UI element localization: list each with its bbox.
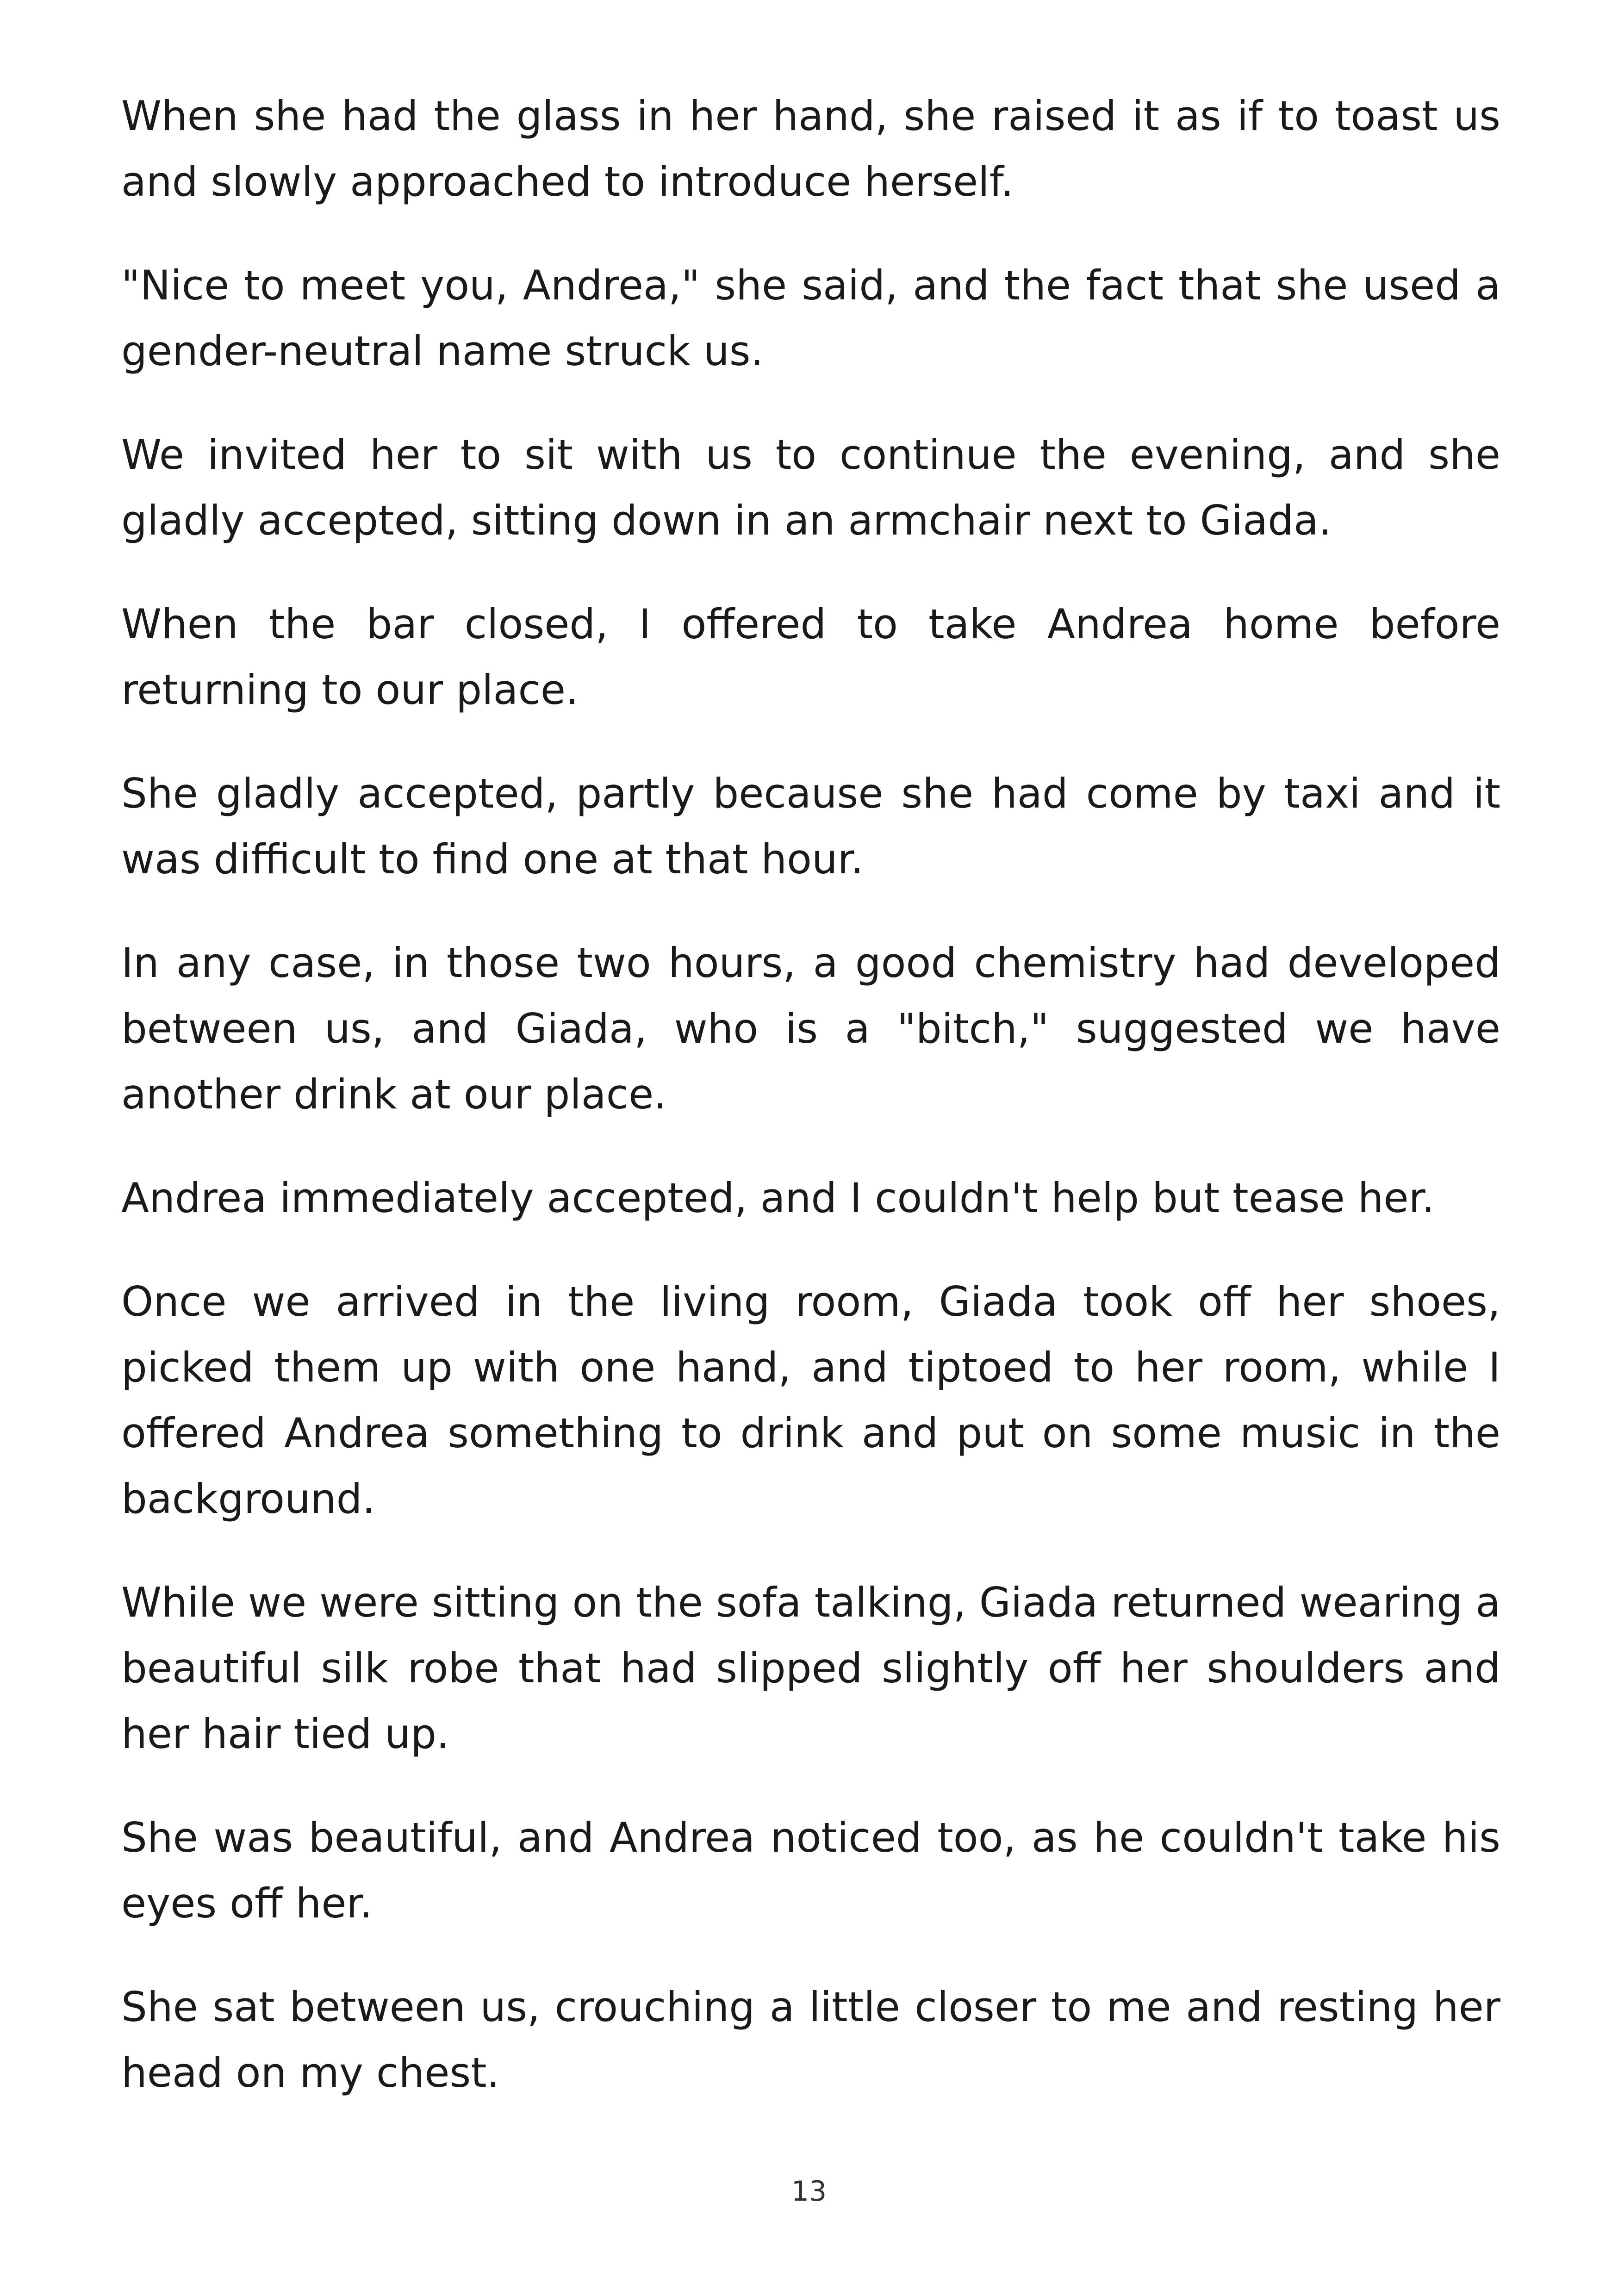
paragraph: Andrea immediately accepted, and I couldn't help but tease her. xyxy=(121,1174,1435,1222)
paragraph: She was beautiful, and Andrea noticed too, as he couldn't take his eyes off her. xyxy=(121,1814,1500,1927)
paragraph: "Nice to meet you, Andrea," she said, and the fact that she used a gender-neutral name struck us. xyxy=(121,261,1500,375)
body-text xyxy=(121,83,1500,2144)
paragraph: When the bar closed, I offered to take Andrea home before returning to our place. xyxy=(121,600,1500,714)
paragraph: We invited her to sit with us to continue the evening, and she gladly accepted, sitting down in an armchair next to Giada. xyxy=(121,431,1500,544)
paragraph: Once we arrived in the living room, Giada took off her shoes, picked them up with one hand, and tiptoed to her room, while I offered Andrea something to drink and put on some music in the background. xyxy=(121,1278,1500,1523)
paragraph: In any case, in those two hours, a good chemistry had developed between us, and Giada, who is a "bitch," suggested we have another drink at our place. xyxy=(121,939,1500,1118)
paragraph: She sat between us, crouching a little closer to me and resting her head on my chest. xyxy=(121,1983,1500,2097)
paragraph: When she had the glass in her hand, she raised it as if to toast us and slowly approached to introduce herself. xyxy=(121,92,1500,205)
page-number: 13 xyxy=(791,2175,827,2208)
paragraph: She gladly accepted, partly because she had come by taxi and it was difficult to find one at that hour. xyxy=(121,770,1500,883)
paragraph: While we were sitting on the sofa talking, Giada returned wearing a beautiful silk robe that had slipped slightly off her shoulders and her hair tied up. xyxy=(121,1579,1500,1758)
